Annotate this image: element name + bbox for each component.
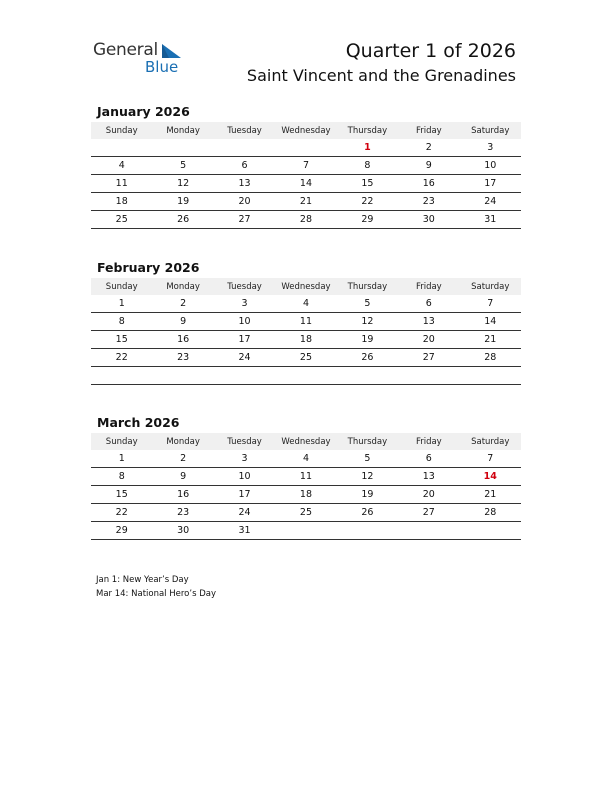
day-cell: 27: [398, 349, 459, 367]
holiday-notes: [96, 573, 216, 601]
day-cell: 21: [460, 486, 521, 504]
month-title: January 2026: [97, 104, 190, 119]
day-cell: 6: [398, 295, 459, 313]
month-title: March 2026: [97, 415, 180, 430]
day-cell: 28: [460, 349, 521, 367]
day-cell: 11: [275, 468, 336, 486]
day-cell: 3: [214, 295, 275, 313]
week-row: [91, 193, 521, 211]
week-row: [91, 522, 521, 540]
weekday-header: Thursday: [337, 278, 398, 295]
weekday-header: Saturday: [460, 122, 521, 139]
calendar-table: [91, 278, 521, 385]
day-cell: 26: [337, 504, 398, 522]
day-cell: 14: [460, 313, 521, 331]
day-cell: 10: [460, 157, 521, 175]
empty-day-cell: [214, 139, 275, 157]
day-cell: 26: [337, 349, 398, 367]
empty-day-cell: [337, 367, 398, 385]
weekday-header: Monday: [152, 278, 213, 295]
day-cell: 23: [398, 193, 459, 211]
day-cell: 19: [337, 331, 398, 349]
day-cell: 12: [337, 468, 398, 486]
empty-day-cell: [152, 139, 213, 157]
day-cell: 25: [275, 349, 336, 367]
empty-day-cell: [91, 367, 152, 385]
weekday-header: Thursday: [337, 433, 398, 450]
day-cell: 17: [214, 486, 275, 504]
weekday-header-row: [91, 433, 521, 450]
day-cell: 5: [337, 295, 398, 313]
weekday-header: Wednesday: [275, 433, 336, 450]
holiday-note: Mar 14: National Hero’s Day: [96, 589, 216, 599]
month-block: [91, 413, 521, 540]
day-cell: 25: [91, 211, 152, 229]
weekday-header: Tuesday: [214, 122, 275, 139]
day-cell: 14: [275, 175, 336, 193]
day-cell: 31: [214, 522, 275, 540]
day-cell: 16: [152, 331, 213, 349]
weekday-header: Saturday: [460, 278, 521, 295]
day-cell: 11: [275, 313, 336, 331]
day-cell: 6: [214, 157, 275, 175]
empty-day-cell: [337, 522, 398, 540]
week-row: [91, 313, 521, 331]
week-row: [91, 295, 521, 313]
holiday-day-cell: 1: [337, 139, 398, 157]
day-cell: 4: [91, 157, 152, 175]
day-cell: 7: [460, 295, 521, 313]
weekday-header: Thursday: [337, 122, 398, 139]
day-cell: 10: [214, 468, 275, 486]
day-cell: 20: [214, 193, 275, 211]
day-cell: 29: [91, 522, 152, 540]
empty-day-cell: [460, 522, 521, 540]
empty-day-cell: [398, 367, 459, 385]
day-cell: 3: [460, 139, 521, 157]
day-cell: 15: [91, 331, 152, 349]
day-cell: 21: [275, 193, 336, 211]
weekday-header-row: [91, 122, 521, 139]
day-cell: 26: [152, 211, 213, 229]
day-cell: 1: [91, 295, 152, 313]
day-cell: 19: [337, 486, 398, 504]
logo-text-general: General: [93, 40, 158, 60]
day-cell: 29: [337, 211, 398, 229]
day-cell: 7: [460, 450, 521, 468]
day-cell: 27: [214, 211, 275, 229]
logo-text-blue: Blue: [145, 58, 179, 76]
weekday-header: Tuesday: [214, 278, 275, 295]
empty-day-cell: [275, 139, 336, 157]
day-cell: 24: [214, 504, 275, 522]
day-cell: 13: [214, 175, 275, 193]
week-row: [91, 211, 521, 229]
day-cell: 2: [152, 450, 213, 468]
day-cell: 23: [152, 349, 213, 367]
week-row: [91, 486, 521, 504]
week-row: [91, 331, 521, 349]
day-cell: 30: [398, 211, 459, 229]
day-cell: 22: [91, 349, 152, 367]
day-cell: 4: [275, 295, 336, 313]
day-cell: 18: [91, 193, 152, 211]
day-cell: 11: [91, 175, 152, 193]
day-cell: 8: [91, 468, 152, 486]
day-cell: 3: [214, 450, 275, 468]
day-cell: 27: [398, 504, 459, 522]
holiday-day-cell: 14: [460, 468, 521, 486]
weekday-header: Wednesday: [275, 278, 336, 295]
day-cell: 9: [152, 468, 213, 486]
page-subtitle: Saint Vincent and the Grenadines: [246, 66, 516, 85]
day-cell: 28: [460, 504, 521, 522]
weekday-header: Friday: [398, 433, 459, 450]
logo-flag-icon: [160, 43, 182, 59]
day-cell: 15: [337, 175, 398, 193]
day-cell: 30: [152, 522, 213, 540]
weekday-header-row: [91, 278, 521, 295]
day-cell: 12: [152, 175, 213, 193]
weekday-header: Monday: [152, 433, 213, 450]
brand-logo: [93, 40, 193, 80]
week-row: [91, 367, 521, 385]
day-cell: 23: [152, 504, 213, 522]
day-cell: 5: [152, 157, 213, 175]
day-cell: 24: [214, 349, 275, 367]
day-cell: 15: [91, 486, 152, 504]
day-cell: 1: [91, 450, 152, 468]
month-title: February 2026: [97, 260, 200, 275]
week-row: [91, 504, 521, 522]
day-cell: 4: [275, 450, 336, 468]
page-title: Quarter 1 of 2026: [345, 40, 516, 62]
week-row: [91, 450, 521, 468]
empty-day-cell: [152, 367, 213, 385]
day-cell: 8: [337, 157, 398, 175]
day-cell: 20: [398, 331, 459, 349]
weekday-header: Friday: [398, 278, 459, 295]
day-cell: 31: [460, 211, 521, 229]
day-cell: 2: [398, 139, 459, 157]
empty-day-cell: [275, 522, 336, 540]
day-cell: 19: [152, 193, 213, 211]
day-cell: 16: [152, 486, 213, 504]
day-cell: 2: [152, 295, 213, 313]
day-cell: 21: [460, 331, 521, 349]
month-block: [91, 102, 521, 229]
holiday-note: Jan 1: New Year’s Day: [96, 575, 189, 585]
day-cell: 16: [398, 175, 459, 193]
week-row: [91, 349, 521, 367]
day-cell: 13: [398, 468, 459, 486]
week-row: [91, 157, 521, 175]
weekday-header: Friday: [398, 122, 459, 139]
empty-day-cell: [460, 367, 521, 385]
day-cell: 22: [91, 504, 152, 522]
day-cell: 20: [398, 486, 459, 504]
calendar-table: [91, 433, 521, 540]
day-cell: 10: [214, 313, 275, 331]
day-cell: 13: [398, 313, 459, 331]
month-block: [91, 258, 521, 385]
weekday-header: Monday: [152, 122, 213, 139]
day-cell: 18: [275, 331, 336, 349]
week-row: [91, 139, 521, 157]
empty-day-cell: [214, 367, 275, 385]
day-cell: 28: [275, 211, 336, 229]
day-cell: 7: [275, 157, 336, 175]
weekday-header: Wednesday: [275, 122, 336, 139]
day-cell: 17: [214, 331, 275, 349]
day-cell: 22: [337, 193, 398, 211]
day-cell: 25: [275, 504, 336, 522]
weekday-header: Sunday: [91, 433, 152, 450]
calendar-table: [91, 122, 521, 229]
weekday-header: Saturday: [460, 433, 521, 450]
weekday-header: Sunday: [91, 278, 152, 295]
day-cell: 17: [460, 175, 521, 193]
week-row: [91, 175, 521, 193]
day-cell: 6: [398, 450, 459, 468]
day-cell: 5: [337, 450, 398, 468]
empty-day-cell: [398, 522, 459, 540]
day-cell: 18: [275, 486, 336, 504]
week-row: [91, 468, 521, 486]
day-cell: 8: [91, 313, 152, 331]
day-cell: 12: [337, 313, 398, 331]
empty-day-cell: [91, 139, 152, 157]
day-cell: 9: [398, 157, 459, 175]
empty-day-cell: [275, 367, 336, 385]
weekday-header: Sunday: [91, 122, 152, 139]
day-cell: 24: [460, 193, 521, 211]
weekday-header: Tuesday: [214, 433, 275, 450]
day-cell: 9: [152, 313, 213, 331]
